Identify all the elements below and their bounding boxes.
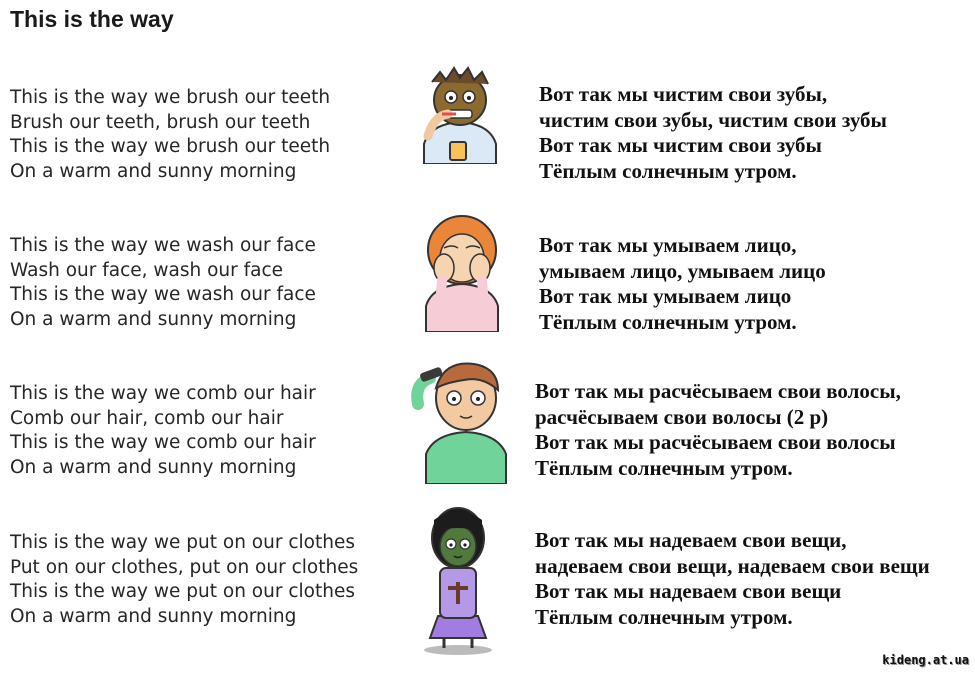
verse-3-en-line-4: On a warm and sunny morning — [10, 457, 297, 479]
verse-3-ru-line-4: Тёплым солнечным утром. — [535, 455, 793, 480]
verse-4-ru-line-4: Тёплым солнечным утром. — [535, 604, 793, 629]
verse-2-en-line-2: Wash our face, wash our face — [10, 259, 284, 281]
verse-3-en-line-2: Comb our hair, comb our hair — [10, 407, 284, 429]
verse-1-russian — [539, 82, 887, 184]
boy-combing-hair-icon — [404, 354, 522, 484]
verse-1-ru-line-4: Тёплым солнечным утром. — [539, 158, 797, 183]
verse-4-en-line-1: This is the way we put on our clothes — [10, 532, 355, 553]
verse-1-en-line-2: Brush our teeth, brush our teeth — [10, 111, 311, 133]
verse-2-ru-line-2: умываем лицо, умываем лицо — [539, 258, 826, 283]
verse-3-en-line-1: This is the way we comb our hair — [10, 383, 316, 404]
boy-brushing-teeth-icon — [410, 64, 510, 164]
verse-3-ru-line-2: расчёсываем свои волосы (2 р) — [535, 404, 829, 429]
verse-2-ru-line-3: Вот так мы умываем лицо — [539, 284, 792, 308]
verse-4-ru-line-1: Вот так мы надеваем свои вещи, — [535, 528, 847, 552]
verse-1-ru-line-3: Вот так мы чистим свои зубы — [539, 133, 822, 157]
verse-2-en-line-4: On a warm and sunny morning — [10, 309, 297, 331]
verse-4-ru-line-3: Вот так мы надеваем свои вещи — [535, 579, 842, 603]
verse-3-ru-line-3: Вот так мы расчёсываем свои волосы — [535, 430, 896, 454]
verse-1-en-line-1: This is the way we brush our teeth — [10, 87, 331, 108]
verse-4-en-line-3: This is the way we put on our clothes — [10, 581, 355, 603]
verse-1-ru-line-2: чистим свои зубы, чистим свои зубы — [539, 107, 887, 132]
verse-3-english — [10, 382, 316, 481]
verse-4-english — [10, 531, 358, 630]
verse-2-en-line-3: This is the way we wash our face — [10, 284, 316, 306]
girl-putting-on-clothes-icon — [418, 506, 498, 656]
verse-3-russian — [535, 379, 901, 481]
verse-4-russian — [535, 528, 930, 630]
girl-washing-face-icon — [412, 210, 512, 332]
site-watermark: kideng.at.ua — [882, 653, 969, 667]
verse-1-english — [10, 86, 330, 185]
verse-1-en-line-3: This is the way we brush our teeth — [10, 136, 331, 158]
verse-4-en-line-4: On a warm and sunny morning — [10, 606, 297, 628]
verse-1-en-line-4: On a warm and sunny morning — [10, 161, 297, 183]
verse-3-en-line-3: This is the way we comb our hair — [10, 432, 316, 454]
verse-4-ru-line-2: надеваем свои вещи, надеваем свои вещи — [535, 553, 930, 578]
verse-2-ru-line-4: Тёплым солнечным утром. — [539, 309, 797, 334]
verse-2-en-line-1: This is the way we wash our face — [10, 235, 316, 256]
verse-2-ru-line-1: Вот так мы умываем лицо, — [539, 233, 797, 257]
verse-1-ru-line-1: Вот так мы чистим свои зубы, — [539, 82, 828, 106]
page-title: This is the way — [10, 6, 174, 32]
verse-2-english — [10, 234, 316, 333]
verse-3-ru-line-1: Вот так мы расчёсываем свои волосы, — [535, 379, 901, 403]
verse-4-en-line-2: Put on our clothes, put on our clothes — [10, 556, 359, 578]
verse-2-russian — [539, 233, 826, 335]
